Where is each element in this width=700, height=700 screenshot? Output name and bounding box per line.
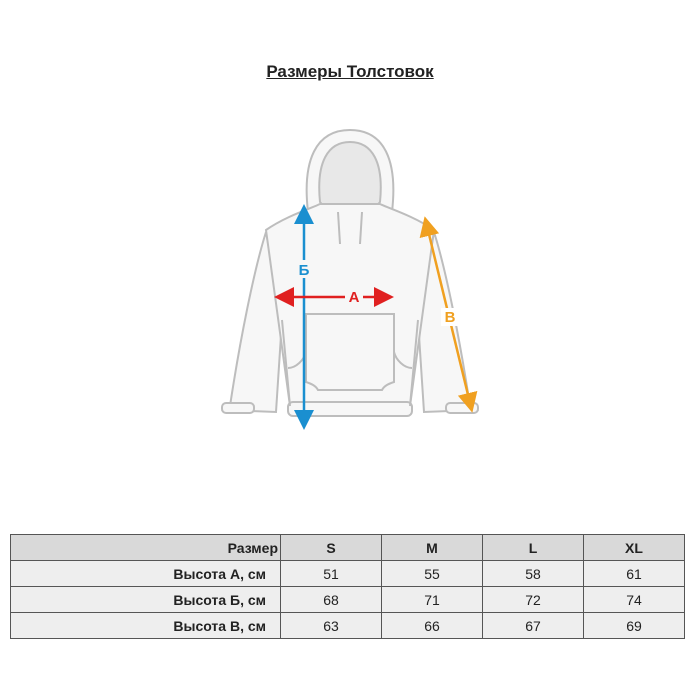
table-row (11, 613, 685, 639)
table-cell: 68 (281, 587, 382, 613)
label-v: В (444, 309, 456, 326)
table-cell: 72 (483, 587, 584, 613)
table-cell: 69 (584, 613, 685, 639)
table-header-label: Размер (11, 535, 281, 561)
table-header-row (11, 535, 685, 561)
row-label: Высота В, см (11, 613, 281, 639)
table-cell: 58 (483, 561, 584, 587)
hoodie-illustration (200, 120, 500, 430)
row-label: Высота Б, см (11, 587, 281, 613)
table-cell: 63 (281, 613, 382, 639)
table-cell: 61 (584, 561, 685, 587)
table-cell: 66 (382, 613, 483, 639)
table-cell: 55 (382, 561, 483, 587)
table-row (11, 561, 685, 587)
table-cell: 51 (281, 561, 382, 587)
hoodie-pocket (306, 314, 394, 390)
hoodie-waistband (288, 402, 412, 416)
size-header-s: S (281, 535, 382, 561)
table-cell: 67 (483, 613, 584, 639)
hoodie-left-cuff (222, 403, 254, 413)
size-header-xl: XL (584, 535, 685, 561)
size-header-m: M (382, 535, 483, 561)
page-title: Размеры Толстовок (266, 62, 434, 81)
hoodie-right-cuff (446, 403, 478, 413)
hoodie-diagram (200, 120, 500, 430)
hoodie-hood-opening (319, 142, 381, 211)
label-a: А (348, 289, 360, 306)
label-b: Б (298, 262, 310, 279)
table-cell: 71 (382, 587, 483, 613)
size-table (10, 534, 685, 639)
size-header-l: L (483, 535, 584, 561)
table-cell: 74 (584, 587, 685, 613)
row-label: Высота А, см (11, 561, 281, 587)
table-row (11, 587, 685, 613)
